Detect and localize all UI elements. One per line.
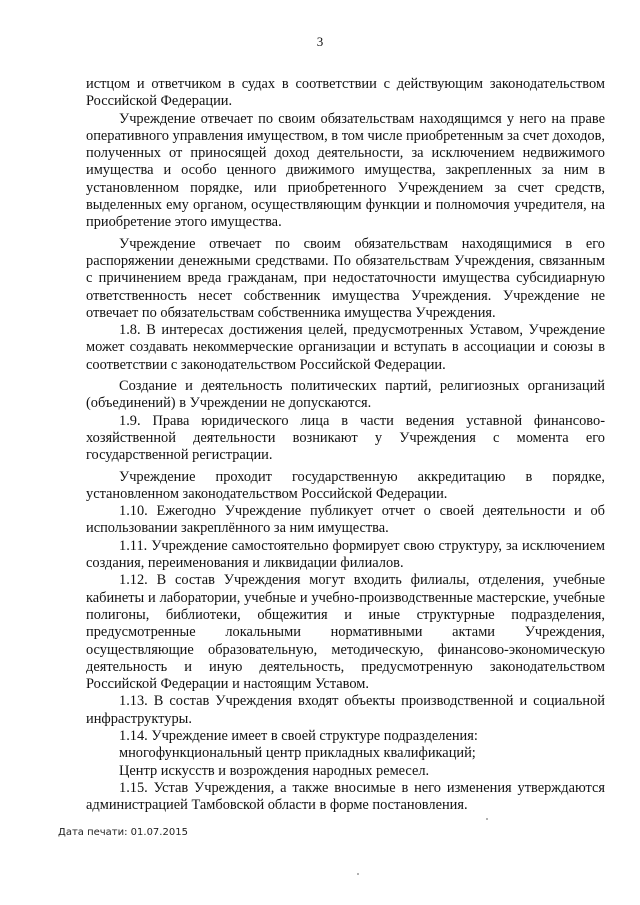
paragraph: многофункциональный центр прикладных квалификаций; [119,745,476,762]
paragraph: 1.12. В состав Учреждения могут входить филиалы, отделения, учебные кабинеты и лаборатории, учебные и учебно-производственные мастерские, учебные полигоны, библиотеки, общежития и иные структурные подразделения, предусмотренные локальными нормативными актами Учреждения, осуществляющие образовательную, методическую, финансово-экономическую деятельность и иную деятельность, предусмотренную законодательством Российской Федерации и настоящим Уставом. [86,572,605,693]
paragraph: Учреждение отвечает по своим обязательствам находящимся у него на праве оперативного управления имуществом, в том числе приобретенным за счет доходов, полученных от приносящей доход деятельности, за исключением недвижимого имущества и особо ценного движимого имущества, закрепленных за ним в установленном порядке, или приобретенного Учреждением за счет средств, выделенных ему органом, осуществляющим функции и полномочия учредителя, на приобретение этого имущества. [86,110,605,231]
paragraph: истцом и ответчиком в судах в соответствии с действующим законодательством Российской Федерации. [86,76,605,110]
page-number: 3 [316,34,324,49]
paragraph: 1.8. В интересах достижения целей, предусмотренных Уставом, Учреждение может создавать некоммерческие организации и вступать в ассоциации и союзы в соответствии с законодательством Российской Федерации. [86,322,605,373]
paragraph: 1.10. Ежегодно Учреждение публикует отчет о своей деятельности и об использовании закреплённого за ним имущества. [86,503,605,537]
paragraph: 1.11. Учреждение самостоятельно формирует свою структуру, за исключением создания, переименования и ликвидации филиалов. [86,537,605,572]
paragraph: 1.15. Устав Учреждения, а также вносимые в него изменения утверждаются администрацией Тамбовской области в форме постановления. [86,779,605,814]
scan-speck [357,873,359,875]
paragraph: 1.13. В состав Учреждения входят объекты производственной и социальной инфраструктуры. [86,693,605,727]
paragraph: Создание и деятельность политических партий, религиозных организаций (объединений) в Учреждении не допускаются. [86,378,605,412]
print-date: Дата печати: 01.07.2015 [58,827,188,838]
paragraph: Учреждение проходит государственную аккредитацию в порядке, установленном законодательством Российской Федерации. [86,468,605,502]
paragraph: 1.9. Права юридического лица в части ведения уставной финансово-хозяйственной деятельности возникают у Учреждения с момента его государственной регистрации. [86,412,605,464]
paragraph: Центр искусств и возрождения народных ремесел. [119,762,430,779]
paragraph: 1.14. Учреждение имеет в своей структуре подразделения: [119,727,478,744]
document-body [86,76,605,814]
paragraph: Учреждение отвечает по своим обязательствам находящимися в его распоряжении денежными средствами. По обязательствам Учреждения, связанным с причинением вреда гражданам, при недостаточности имущества субсидиарную ответственность несет собственник имущества Учреждения. Учреждение не отвечает по обязательствам собственника имущества Учреждения. [86,235,605,321]
scan-speck [486,818,488,820]
